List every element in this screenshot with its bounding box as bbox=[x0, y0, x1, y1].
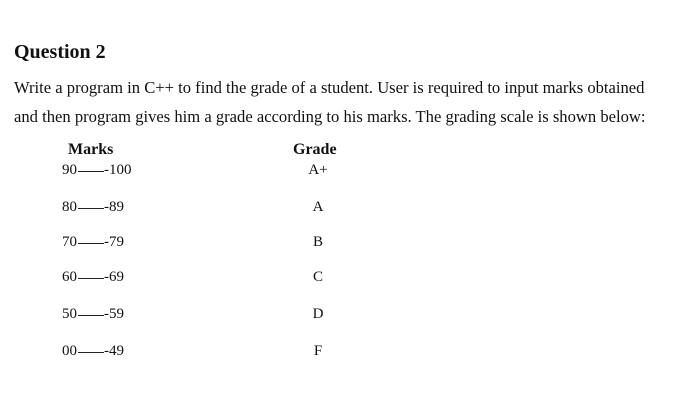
grade-row bbox=[0, 160, 700, 180]
range-dash bbox=[78, 243, 104, 244]
grade-letter: F bbox=[313, 343, 323, 359]
grade-row bbox=[0, 197, 700, 217]
marks-low: 50 bbox=[62, 305, 77, 322]
marks-low: 90 bbox=[62, 161, 77, 178]
marks-high: -100 bbox=[104, 161, 132, 178]
marks-range bbox=[62, 267, 124, 287]
marks-range bbox=[62, 341, 124, 361]
marks-low: 60 bbox=[62, 268, 77, 285]
marks-low: 00 bbox=[62, 342, 77, 359]
marks-high: -89 bbox=[104, 198, 124, 215]
marks-range bbox=[62, 304, 124, 324]
range-dash bbox=[78, 315, 104, 316]
grade-letter: D bbox=[312, 306, 324, 322]
marks-low: 80 bbox=[62, 198, 77, 215]
grade-letter: C bbox=[312, 269, 323, 285]
marks-range bbox=[62, 160, 132, 180]
grade-letter: A bbox=[312, 199, 324, 215]
range-dash bbox=[78, 278, 104, 279]
grade-row bbox=[0, 304, 700, 324]
marks-range bbox=[62, 197, 124, 217]
marks-high: -69 bbox=[104, 268, 124, 285]
paragraph-line-1: Write a program in C++ to find the grade of a student. User is required to input marks obtained bbox=[14, 78, 645, 97]
marks-high: -79 bbox=[104, 233, 124, 250]
grade-letter: B bbox=[312, 234, 323, 250]
grade-row bbox=[0, 341, 700, 361]
paragraph-line-2: and then program gives him a grade according to his marks. The grading scale is shown below: bbox=[14, 107, 646, 126]
range-dash bbox=[78, 352, 104, 353]
grade-row bbox=[0, 267, 700, 287]
marks-range bbox=[62, 232, 124, 252]
grade-row bbox=[0, 232, 700, 252]
range-dash bbox=[78, 171, 104, 172]
question-title: Question 2 bbox=[14, 41, 106, 63]
marks-high: -49 bbox=[104, 342, 124, 359]
marks-column-header: Marks bbox=[68, 141, 114, 158]
grade-letter: A+ bbox=[308, 162, 328, 178]
marks-high: -59 bbox=[104, 305, 124, 322]
marks-low: 70 bbox=[62, 233, 77, 250]
grade-column-header: Grade bbox=[293, 141, 337, 158]
range-dash bbox=[78, 208, 104, 209]
